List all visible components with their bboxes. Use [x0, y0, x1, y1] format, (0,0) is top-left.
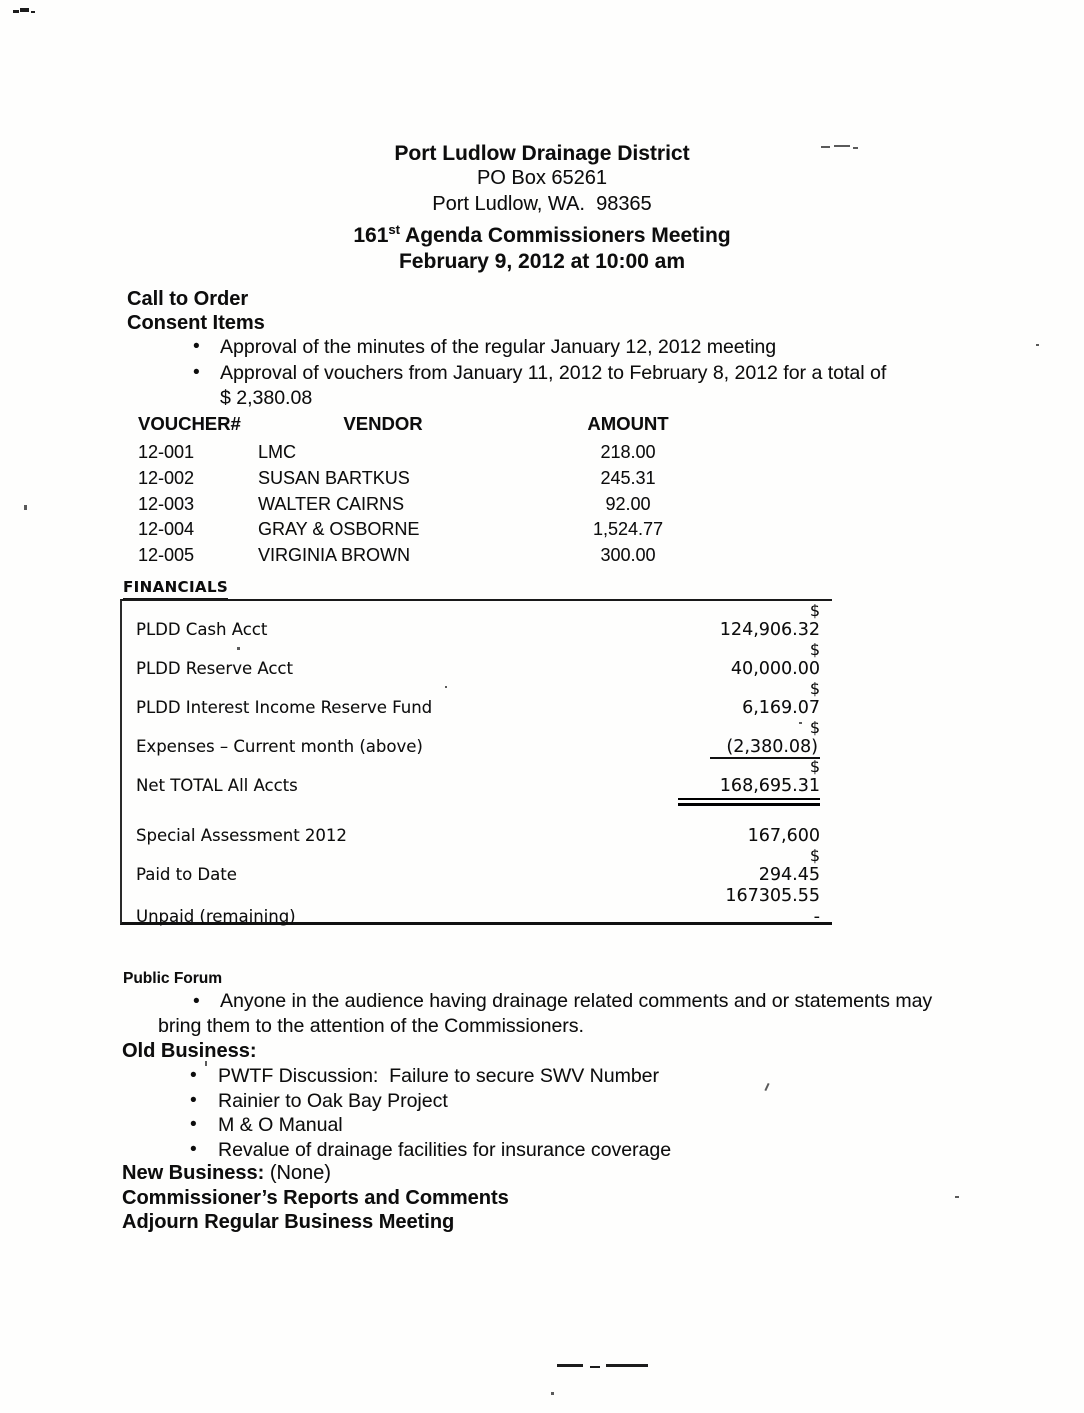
scan-artifact — [13, 10, 19, 13]
closing-sections — [122, 1161, 509, 1235]
currency-symbol: $ — [809, 757, 820, 776]
table-row — [138, 442, 703, 468]
financials-box — [120, 599, 832, 925]
currency-symbol: $ — [809, 640, 820, 659]
account-value: 167305.55 — [725, 886, 820, 906]
account-label: PLDD Reserve Acct — [136, 659, 293, 678]
financial-row — [136, 719, 820, 758]
consent-item-text: Approval of vouchers from January 11, 2012 to February 8, 2012 for a total of — [220, 362, 887, 384]
currency-symbol: $ — [809, 679, 820, 698]
amount-value: 92.00 — [605, 493, 651, 514]
public-forum-text-continued: bring them to the attention of the Commissioners. — [158, 1015, 584, 1037]
vendor-name: LMC — [258, 442, 297, 462]
account-value: 167,600 — [747, 826, 820, 846]
account-value: 6,169.07 — [742, 698, 820, 718]
amount-value: 245.31 — [600, 467, 656, 488]
financials-heading: FINANCIALS — [123, 578, 228, 600]
voucher-number: 12-001 — [138, 442, 195, 462]
column-header-vendor: VENDOR — [343, 413, 423, 434]
table-row — [138, 468, 703, 494]
new-business-line — [122, 1161, 509, 1186]
column-header-amount: AMOUNT — [587, 413, 669, 434]
financial-row — [136, 886, 820, 907]
public-forum-heading: Public Forum — [123, 970, 223, 987]
vendor-name: WALTER CAIRNS — [258, 493, 405, 514]
consent-items-list — [0, 334, 1084, 411]
financial-row — [136, 602, 820, 641]
list-item — [0, 1064, 1084, 1089]
voucher-table — [138, 413, 703, 571]
old-business-item: PWTF Discussion: Failure to secure SWV Number — [218, 1065, 660, 1087]
scan-artifact — [955, 1196, 959, 1198]
old-business-item: Rainier to Oak Bay Project — [218, 1089, 448, 1112]
scan-artifact — [557, 1364, 583, 1367]
ordinal-suffix: st — [388, 222, 400, 237]
adjourn-heading: Adjourn Regular Business Meeting — [122, 1211, 455, 1234]
city-line: Port Ludlow, WA. 98365 — [432, 192, 652, 215]
table-row — [138, 494, 703, 520]
scan-artifact — [31, 11, 35, 13]
vendor-name: GRAY & OSBORNE — [258, 519, 420, 540]
old-business-item: Revalue of drainage facilities for insurance coverage — [218, 1138, 672, 1161]
old-business-heading: Old Business: — [122, 1040, 257, 1062]
amount-value: 1,524.77 — [592, 519, 664, 540]
list-item — [0, 334, 1084, 360]
voucher-total: $ 2,380.08 — [220, 387, 313, 409]
scan-artifact — [590, 1366, 600, 1368]
voucher-number: 12-002 — [138, 467, 195, 488]
amount-value: 300.00 — [600, 545, 656, 566]
scan-artifact — [24, 505, 27, 510]
account-label: Special Assessment 2012 — [136, 826, 347, 845]
financial-row — [136, 907, 820, 928]
list-item — [0, 1089, 1084, 1114]
account-value: 124,906.32 — [719, 620, 820, 640]
voucher-number: 12-003 — [138, 493, 195, 514]
financial-row — [136, 865, 820, 886]
column-header-voucher: VOUCHER# — [138, 413, 241, 434]
commissioners-reports-heading: Commissioner’s Reports and Comments — [122, 1186, 509, 1209]
account-value: 294.45 — [758, 865, 820, 885]
document-header — [0, 141, 1084, 274]
table-row — [138, 519, 703, 545]
table-row — [138, 545, 703, 571]
list-item — [0, 989, 1084, 1014]
old-business-item: M & O Manual — [218, 1114, 343, 1137]
scan-artifact — [20, 8, 29, 12]
financial-row — [136, 680, 820, 719]
account-label: Unpaid (remaining) — [136, 907, 296, 926]
double-underline — [678, 798, 820, 806]
account-value: (2,380.08) — [710, 737, 820, 759]
organization-name: Port Ludlow Drainage District — [394, 142, 690, 165]
scan-artifact — [606, 1364, 648, 1367]
financial-row — [136, 641, 820, 680]
scan-artifact — [551, 1392, 554, 1395]
list-item — [0, 360, 1084, 386]
section-call-to-order — [127, 288, 265, 335]
account-value: 40,000.00 — [730, 659, 820, 679]
new-business-note: (None) — [264, 1162, 331, 1184]
financial-row — [136, 758, 820, 806]
old-business-list — [0, 1064, 1084, 1162]
new-business-heading: New Business: — [122, 1162, 265, 1184]
vendor-name: VIRGINIA BROWN — [258, 545, 411, 566]
call-to-order-heading: Call to Order — [127, 288, 249, 310]
account-label: Paid to Date — [136, 865, 237, 884]
currency-symbol: $ — [809, 601, 820, 620]
currency-symbol: $ — [809, 846, 820, 865]
public-forum-text: Anyone in the audience having drainage related comments and or statements may — [220, 990, 933, 1012]
account-value: 168,695.31 — [719, 776, 820, 796]
account-value: - — [813, 907, 820, 927]
meeting-datetime: February 9, 2012 at 10:00 am — [398, 249, 685, 273]
meeting-title-rest: Agenda Commissioners Meeting — [399, 224, 731, 247]
table-header-row — [138, 413, 703, 442]
meeting-number: 161 — [353, 224, 389, 247]
vendor-name: SUSAN BARTKUS — [258, 467, 410, 488]
po-box-line: PO Box 65261 — [476, 167, 608, 189]
amount-value: 218.00 — [600, 442, 656, 462]
list-item — [0, 1138, 1084, 1163]
consent-item-text: Approval of the minutes of the regular January 12, 2012 meeting — [220, 336, 777, 358]
account-label: PLDD Cash Acct — [136, 620, 268, 639]
list-item — [0, 1113, 1084, 1138]
account-label: Net TOTAL All Accts — [136, 776, 298, 795]
account-label: PLDD Interest Income Reserve Fund — [136, 698, 433, 717]
financial-row — [136, 826, 820, 847]
voucher-number: 12-004 — [138, 519, 195, 540]
currency-symbol: $ — [809, 718, 820, 737]
meeting-title — [0, 217, 1084, 249]
voucher-number: 12-005 — [138, 545, 195, 566]
account-label: Expenses – Current month (above) — [136, 737, 423, 756]
consent-items-heading: Consent Items — [127, 311, 265, 334]
